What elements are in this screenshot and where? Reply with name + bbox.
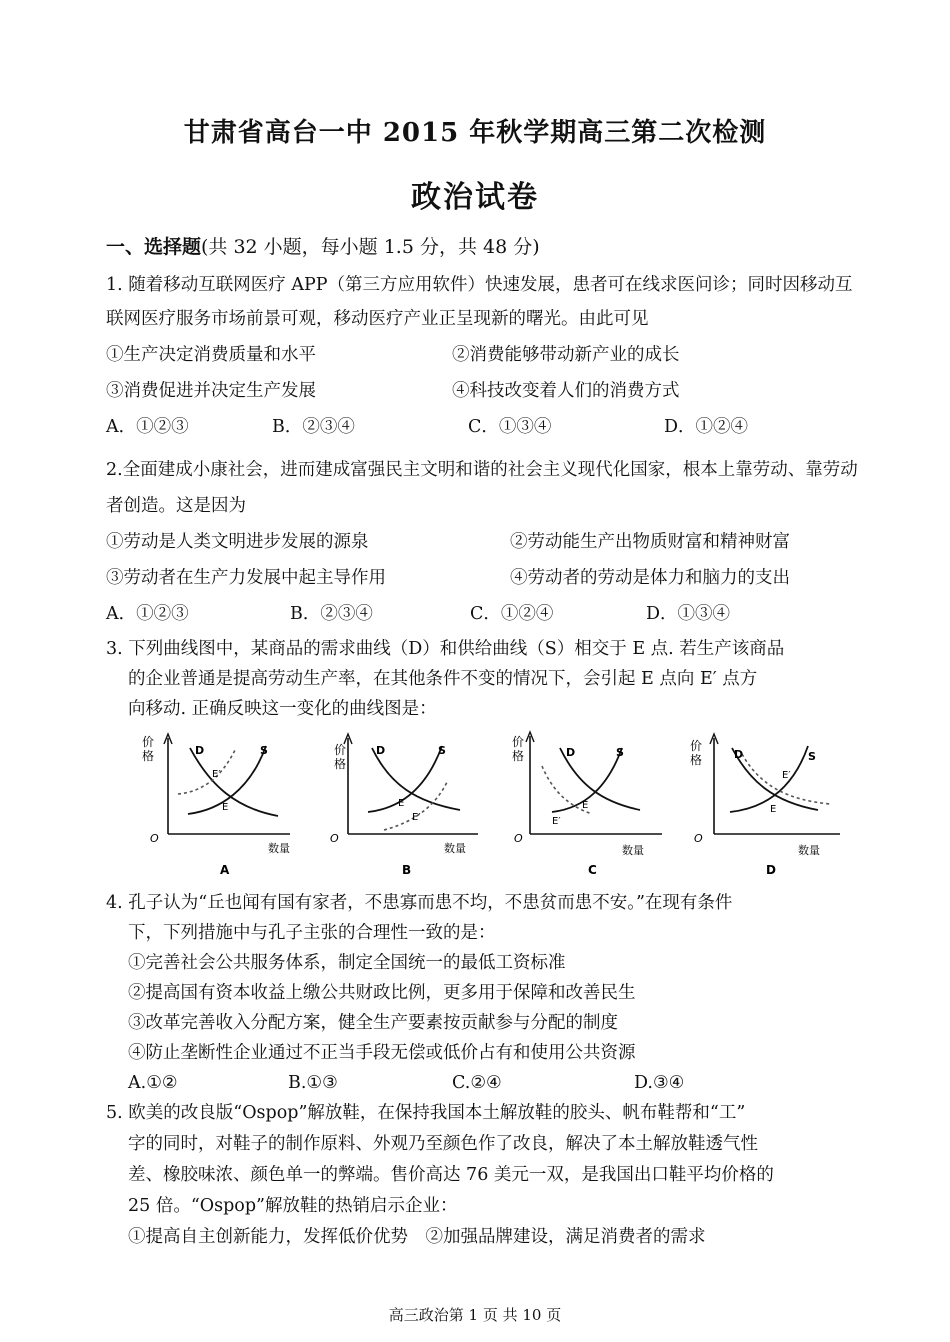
q1-option-d: D．①②④ <box>664 417 749 437</box>
y-label-2: 格 <box>142 749 155 763</box>
q4-statement-4: ④防止垄断性企业通过不正当手段无偿或低价占有和使用公共资源 <box>128 1043 636 1063</box>
question-2 <box>106 452 862 632</box>
question-1 <box>106 268 862 445</box>
e-label: E <box>222 802 229 813</box>
supply-label: S <box>438 744 446 757</box>
section-name: 一、选择题 <box>106 236 202 258</box>
q4-option-a: A.①② <box>128 1073 178 1093</box>
e-prime-label: E′ <box>412 812 421 823</box>
demand-label: D <box>195 744 205 757</box>
q4-option-d: D.③④ <box>634 1073 685 1093</box>
q2-statement-3: ③劳动者在生产力发展中起主导作用 <box>106 568 386 588</box>
x-label: 数量 <box>622 844 644 857</box>
q3-line-3: 向移动. 正确反映这一变化的曲线图是： <box>128 699 437 719</box>
q1-stem: 1. 随着移动互联网医疗 APP（第三方应用软件）快速发展，患者可在线求医问诊；同时因移动互联网医疗服务市场前景可观，移动医疗产业正呈现新的曙光。由此可见 <box>106 275 853 329</box>
chart-b <box>328 730 508 880</box>
q1-statement-3: ③消费促进并决定生产发展 <box>106 381 316 401</box>
chart-c <box>512 730 692 880</box>
q1-statement-2: ②消费能够带动新产业的成长 <box>452 345 680 365</box>
chart-a <box>140 730 320 880</box>
q1-option-b: B．②③④ <box>272 417 355 437</box>
demand-curve <box>190 748 278 816</box>
origin-label: O <box>694 832 703 845</box>
y-label-1: 价 <box>512 735 525 749</box>
q2-statement-1: ①劳动是人类文明进步发展的源泉 <box>106 532 369 552</box>
y-label-1: 价 <box>142 735 155 749</box>
e-label: E <box>770 804 777 815</box>
e-prime-label: E′ <box>782 770 791 781</box>
supply-label: S <box>616 746 624 759</box>
q5-line-1: 5. 欧美的改良版“Ospop”解放鞋，在保持我国本土解放鞋的胶头、帆布鞋帮和“工” <box>106 1103 746 1123</box>
origin-label: O <box>330 832 339 845</box>
q4-line-1: 4. 孔子认为“丘也闻有国有家者，不患寡而患不均，不患贫而患不安。”在现有条件 <box>106 893 733 913</box>
chart-label: C <box>588 863 597 877</box>
supply-label: S <box>260 744 268 757</box>
x-label: 数量 <box>798 844 820 857</box>
q3-line-2: 的企业普通是提高劳动生产率，在其他条件不变的情况下，会引起 E 点向 E′ 点方 <box>128 669 758 689</box>
q2-option-a: A．①②③ <box>106 604 189 624</box>
q5-statements: ①提高自主创新能力，发挥低价优势 ②加强品牌建设，满足消费者的需求 <box>128 1227 706 1247</box>
q4-statement-3: ③改革完善收入分配方案，健全生产要素按贡献参与分配的制度 <box>128 1013 618 1033</box>
y-label-2: 格 <box>690 753 703 767</box>
q4-option-c: C.②④ <box>452 1073 502 1093</box>
q4-statement-1: ①完善社会公共服务体系，制定全国统一的最低工资标准 <box>128 953 566 973</box>
supply-label: S <box>808 750 816 763</box>
q2-stem: 2.全面建成小康社会，进而建成富强民主文明和谐的社会主义现代化国家，根本上靠劳动、靠劳动者创造。这是因为 <box>106 460 858 516</box>
chart-label: B <box>402 863 412 877</box>
e-prime-label: E′ <box>212 769 221 780</box>
origin-label: O <box>150 832 159 845</box>
e-label: E <box>398 798 405 809</box>
q5-line-3: 差、橡胶味浓、颜色单一的弊端。售价高达 76 美元一双，是我国出口鞋平均价格的 <box>128 1165 774 1185</box>
demand-label: D <box>734 748 744 761</box>
supply-demand-charts <box>140 730 860 880</box>
demand-curve <box>372 748 460 810</box>
exam-subtitle: 政治试卷 <box>411 180 539 215</box>
chart-label: A <box>220 863 230 877</box>
y-label-2: 格 <box>512 749 525 763</box>
exam-title: 甘肃省高台一中 2015 年秋学期高三第二次检测 <box>183 118 767 148</box>
q1-statement-1: ①生产决定消费质量和水平 <box>106 345 316 365</box>
q5-line-4: 25 倍。“Ospop”解放鞋的热销启示企业： <box>128 1196 458 1216</box>
y-label-2: 格 <box>334 757 347 771</box>
q5-line-2: 字的同时，对鞋子的制作原料、外观乃至颜色作了改良，解决了本土解放鞋透气性 <box>128 1134 758 1154</box>
q1-statement-4: ④科技改变着人们的消费方式 <box>452 381 680 401</box>
demand-label: D <box>566 746 576 759</box>
page-footer: 高三政治第 1 页 共 10 页 <box>388 1306 562 1324</box>
q4-statement-2: ②提高国有资本收益上缴公共财政比例，更多用于保障和改善民生 <box>128 983 636 1003</box>
q2-option-b: B．②③④ <box>290 604 373 624</box>
y-label-1: 价 <box>690 739 703 753</box>
question-3 <box>106 634 862 724</box>
demand-label: D <box>376 744 386 757</box>
section-note: (共 32 小题，每小题 1.5 分，共 48 分) <box>201 236 540 258</box>
question-4 <box>106 888 862 1098</box>
y-label-1: 价 <box>334 743 347 757</box>
chart-d <box>690 730 870 880</box>
origin-label: O <box>514 832 523 845</box>
q2-statement-4: ④劳动者的劳动是体力和脑力的支出 <box>510 568 790 588</box>
q2-option-d: D．①③④ <box>646 604 731 624</box>
q1-option-c: C．①③④ <box>468 417 552 437</box>
q1-option-a: A．①②③ <box>106 417 189 437</box>
x-label: 数量 <box>268 842 290 855</box>
q4-line-2: 下，下列措施中与孔子主张的合理性一致的是： <box>128 923 496 943</box>
q4-option-b: B.①③ <box>288 1073 338 1093</box>
q3-line-1: 3. 下列曲线图中，某商品的需求曲线（D）和供给曲线（S）相交于 E 点. 若生产该商品 <box>106 639 785 659</box>
shifted-curve <box>178 750 235 794</box>
q2-option-c: C．①②④ <box>470 604 554 624</box>
q2-statement-2: ②劳动能生产出物质财富和精神财富 <box>510 532 790 552</box>
e-label: E <box>582 800 589 811</box>
x-label: 数量 <box>444 842 466 855</box>
e-prime-label: E′ <box>552 816 561 827</box>
question-5 <box>106 1098 862 1253</box>
section-heading <box>106 232 540 259</box>
chart-label: D <box>766 863 776 877</box>
